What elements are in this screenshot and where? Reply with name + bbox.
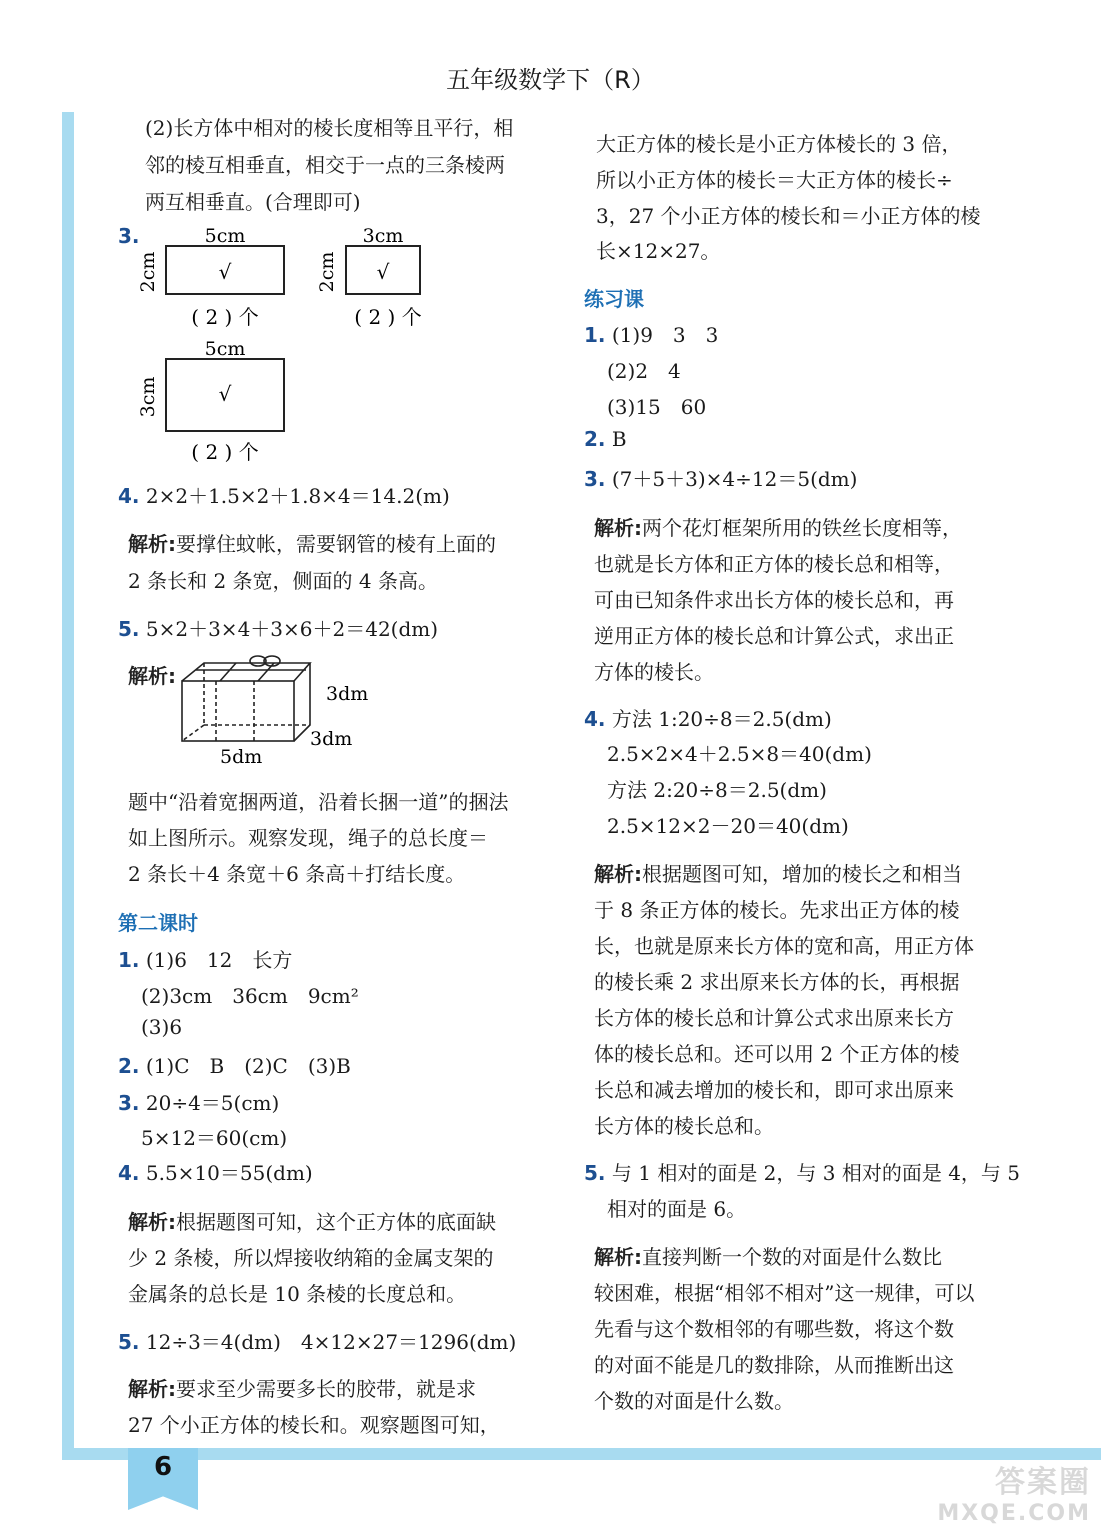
p3-analysis-text-1: 两个花灯框架所用的铁丝长度相等， (642, 516, 962, 540)
q4-analysis-1 (128, 528, 496, 557)
p3-analysis-4: 逆用正方体的棱长总和计算公式，求出正 (594, 624, 954, 648)
q5-text-3: 2 条长＋4 条宽＋6 条高＋打结长度。 (128, 862, 466, 886)
box-height-label: 3dm (326, 683, 369, 705)
p2-line (584, 427, 627, 451)
check-mark-1: √ (218, 260, 232, 284)
s1-line-a (118, 944, 292, 973)
p1-number: 1. (584, 323, 606, 347)
p4-analysis-5: 长方体的棱长总和计算公式求出原来长方 (594, 1006, 954, 1030)
rect-3-width-label: 5cm (204, 338, 246, 360)
rect-3-height-label: 3cm (137, 376, 159, 418)
p4-analysis-4: 的棱长乘 2 求出原来长方体的长，再根据 (594, 970, 960, 994)
p1-line-a (584, 319, 718, 348)
q4-text: 2×2＋1.5×2＋1.8×4＝14.2(m) (145, 484, 450, 508)
p5-line-a (584, 1157, 1020, 1186)
q5-answer (118, 613, 438, 642)
s3-text-a: 20÷4＝5(cm) (145, 1091, 280, 1115)
p4-line-b: 2.5×2×4＋2.5×8＝40(dm) (607, 742, 872, 766)
s5-analysis-2: 27 个小正方体的棱长和。观察题图可知， (128, 1413, 500, 1437)
s3-number: 3. (118, 1091, 140, 1115)
s4-line (118, 1157, 313, 1186)
analysis-label: 解析: (594, 1245, 642, 1269)
p3-analysis-2: 也就是长方体和正方体的棱长总和相等， (594, 552, 954, 576)
q5-number: 5. (118, 617, 140, 641)
p4-analysis-8: 长方体的棱长总和。 (594, 1114, 774, 1138)
p5-analysis-3: 先看与这个数相邻的有哪些数，将这个数 (594, 1317, 954, 1341)
p5-analysis-text-1: 直接判断一个数的对面是什么数比 (642, 1245, 942, 1269)
rect-2-height-label: 2cm (316, 251, 338, 293)
s5-number: 5. (118, 1330, 140, 1354)
page-header: 五年级数学下（R） (446, 66, 655, 94)
p5-line-b: 相对的面是 6。 (607, 1197, 747, 1221)
section-lesson-2: 第二课时 (118, 911, 198, 935)
p5-number: 5. (584, 1161, 606, 1185)
p1-line-c: (3)15 60 (607, 395, 707, 419)
right-line-4: 长×12×27。 (596, 239, 721, 263)
s2-text: (1)C B (2)C (3)B (145, 1054, 351, 1078)
rect-figure-3 (137, 335, 300, 470)
q4-number: 4. (118, 484, 140, 508)
analysis-label: 解析: (594, 862, 642, 886)
q5-text-1: 题中“沿着宽捆两道，沿着长捆一道”的捆法 (128, 790, 509, 814)
p4-analysis-6: 体的棱长总和。还可以用 2 个正方体的棱 (594, 1042, 960, 1066)
p4-line-a (584, 703, 832, 732)
p4-analysis-1 (594, 858, 962, 887)
p5-analysis-5: 个数的对面是什么数。 (594, 1389, 794, 1413)
p4-analysis-2: 于 8 条正方体的棱长。先求出正方体的棱 (594, 898, 960, 922)
q5-text: 5×2＋3×4＋3×6＋2＝42(dm) (145, 617, 439, 641)
s1-line-b: (2)3cm 36cm 9cm² (141, 984, 359, 1008)
right-line-2: 所以小正方体的棱长＝大正方体的棱长÷ (596, 168, 953, 192)
left-line-2: 邻的棱互相垂直，相交于一点的三条棱两 (145, 153, 505, 177)
rect-2-count: ( 2 ) 个 (354, 305, 422, 329)
analysis-label: 解析: (128, 1377, 176, 1401)
p5-analysis-4: 的对面不能是几的数排除，从而推断出这 (594, 1353, 954, 1377)
p4-analysis-text-1: 根据题图可知，增加的棱长之和相当 (642, 862, 962, 886)
s2-number: 2. (118, 1054, 140, 1078)
p3-analysis-1 (594, 512, 962, 541)
p4-text-a: 方法 1:20÷8＝2.5(dm) (611, 707, 832, 731)
left-border-bar (62, 112, 74, 1457)
s1-text-a: (1)6 12 长方 (145, 948, 293, 972)
p3-analysis-5: 方体的棱长。 (594, 660, 714, 684)
rect-1-width-label: 5cm (204, 225, 246, 247)
s4-analysis-1 (128, 1206, 496, 1235)
p4-number: 4. (584, 707, 606, 731)
s4-number: 4. (118, 1161, 140, 1185)
q4-analysis-text-1: 要撑住蚊帐，需要钢管的棱有上面的 (176, 532, 496, 556)
p1-text-a: (1)9 3 3 (611, 323, 719, 347)
p2-text: B (611, 427, 627, 451)
analysis-label: 解析: (594, 516, 642, 540)
q4-analysis-2: 2 条长和 2 条宽，侧面的 4 条高。 (128, 569, 438, 593)
rect-2-width-label: 3cm (362, 225, 404, 247)
analysis-label: 解析: (128, 664, 176, 688)
q4-answer (118, 480, 450, 509)
section-practice: 练习课 (584, 287, 644, 311)
p5-text-a: 与 1 相对的面是 2，与 3 相对的面是 4，与 5 (611, 1161, 1020, 1185)
page-number: 6 (153, 1452, 173, 1482)
p3-number: 3. (584, 467, 606, 491)
rect-1-height-label: 2cm (137, 251, 159, 293)
q3-number: 3. (118, 224, 140, 248)
q5-text-2: 如上图所示。观察发现，绳子的总长度＝ (128, 826, 488, 850)
rect-figure-2 (318, 222, 448, 332)
box-width-label: 5dm (220, 746, 263, 768)
p4-line-c: 方法 2:20÷8＝2.5(dm) (607, 778, 827, 802)
s4-analysis-text-1: 根据题图可知，这个正方体的底面缺 (176, 1210, 496, 1234)
s4-text: 5.5×10＝55(dm) (145, 1161, 313, 1185)
right-line-3: 3，27 个小正方体的棱长和＝小正方体的棱 (596, 204, 981, 228)
p5-analysis-1 (594, 1241, 942, 1270)
s5-line (118, 1326, 516, 1355)
p3-text: (7＋5＋3)×4÷12＝5(dm) (611, 467, 858, 491)
s5-analysis-text-1: 要求至少需要多长的胶带，就是求 (176, 1377, 476, 1401)
right-line-1: 大正方体的棱长是小正方体棱长的 3 倍， (596, 132, 962, 156)
p1-line-b: (2)2 4 (607, 359, 681, 383)
box-depth-label: 3dm (310, 728, 353, 750)
watermark-line-2: MXQE.COM (937, 1501, 1091, 1526)
gift-box-figure (176, 655, 376, 770)
q5-analysis-label (128, 660, 176, 689)
p3-analysis-3: 可由已知条件求出长方体的棱长总和，再 (594, 588, 954, 612)
s1-number: 1. (118, 948, 140, 972)
p4-analysis-3: 长，也就是原来长方体的宽和高，用正方体 (594, 934, 974, 958)
s3-line-a (118, 1087, 279, 1116)
p4-analysis-7: 长总和减去增加的棱长和，即可求出原来 (594, 1078, 954, 1102)
p5-analysis-2: 较困难，根据“相邻不相对”这一规律，可以 (594, 1281, 975, 1305)
watermark (937, 1457, 1091, 1526)
left-line-1: (2)长方体中相对的棱长度相等且平行，相 (145, 116, 514, 140)
p4-line-d: 2.5×12×2－20＝40(dm) (607, 814, 849, 838)
rect-figure-1 (137, 222, 300, 332)
s5-analysis-1 (128, 1373, 476, 1402)
p2-number: 2. (584, 427, 606, 451)
watermark-line-1: 答案圈 (995, 1465, 1091, 1500)
s1-line-c: (3)6 (141, 1015, 183, 1039)
rect-3-count: ( 2 ) 个 (191, 440, 259, 464)
s5-text: 12÷3＝4(dm) 4×12×27＝1296(dm) (145, 1330, 517, 1354)
analysis-label: 解析: (128, 532, 176, 556)
rect-1-count: ( 2 ) 个 (191, 305, 259, 329)
check-mark-2: √ (376, 260, 390, 284)
s2-line (118, 1050, 351, 1079)
left-line-3: 两互相垂直。(合理即可) (145, 190, 361, 214)
s4-analysis-3: 金属条的总长是 10 条棱的长度总和。 (128, 1282, 467, 1306)
analysis-label: 解析: (128, 1210, 176, 1234)
p3-line (584, 463, 857, 492)
s4-analysis-2: 少 2 条棱，所以焊接收纳箱的金属支架的 (128, 1246, 494, 1270)
check-mark-3: √ (218, 382, 232, 406)
s3-line-b: 5×12＝60(cm) (141, 1126, 288, 1150)
